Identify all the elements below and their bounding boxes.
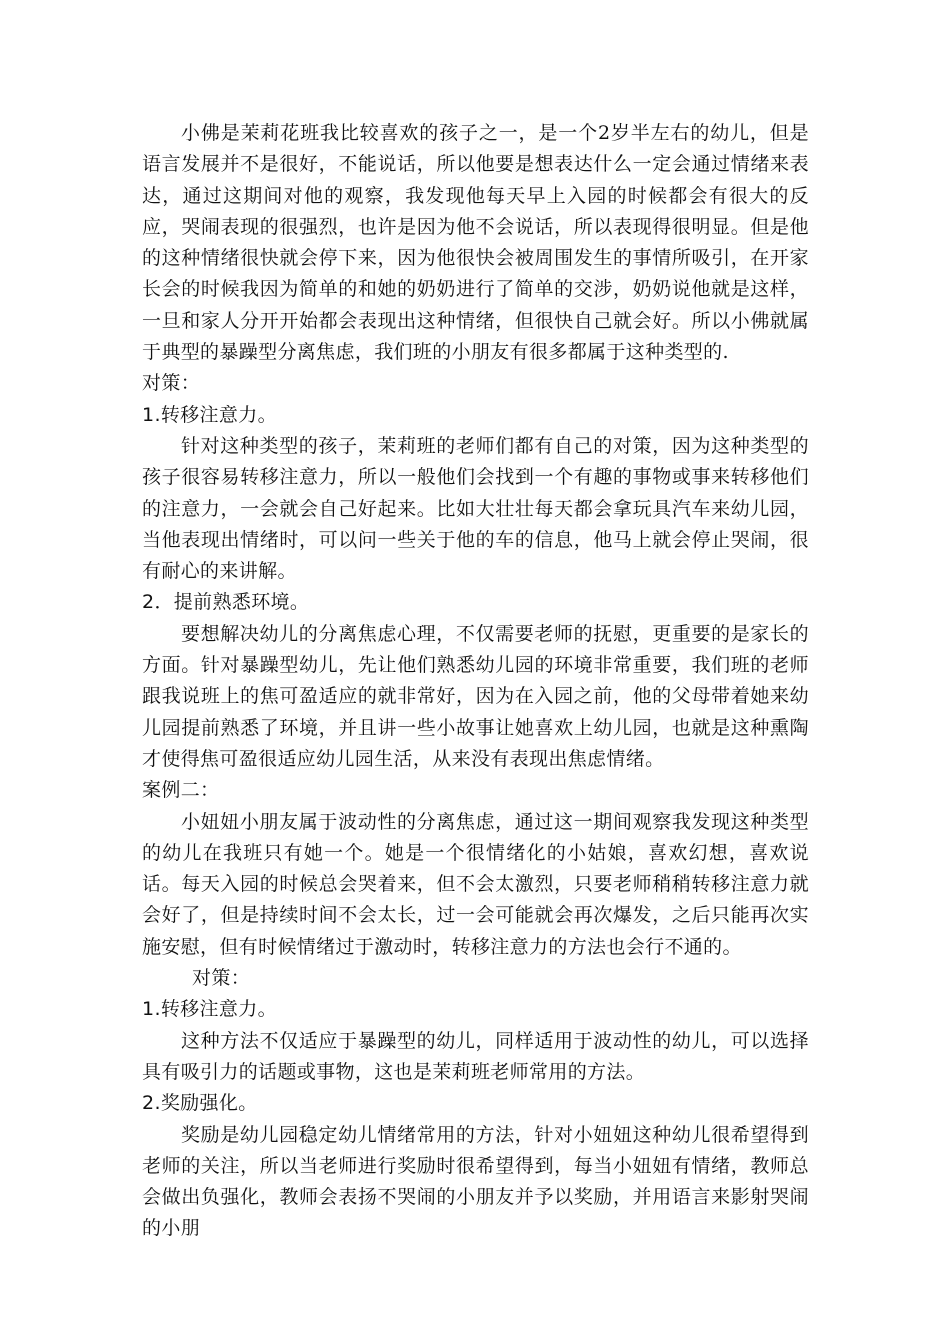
heading-reward-reinforcement: 2.奖励强化。 [142, 1092, 258, 1115]
paragraph-divert-attention: 针对这种类型的孩子，茉莉班的老师们都有自己的对策，因为这种类型的孩子很容易转移注意力，所以一般他们会找到一个有趣的事物或事来转移他们的注意力，一会就会自己好起来。比如大壮壮每天都会拿玩具汽车来幼儿园，当他表现出情绪时，可以问一些关于他的车的信息，他马上就会停止哭闹，很有耐心的来讲解。 [142, 434, 809, 583]
paragraph-reward-reinforcement: 奖励是幼儿园稳定幼儿情绪常用的方法，针对小妞妞这种幼儿很希望得到老师的关注，所以当老师进行奖励时很希望得到，每当小妞妞有情绪，教师总会做出负强化，教师会表扬不哭闹的小朋友并予以奖励，并用语言来影射哭闹的小朋 [142, 1123, 809, 1240]
heading-divert-attention: 1.转移注意力。 [142, 403, 277, 426]
heading-strategy-two: 对策： [192, 967, 251, 990]
heading-strategy: 对策： [142, 372, 201, 395]
heading-divert-attention-two: 1.转移注意力。 [142, 998, 277, 1021]
document-body [142, 118, 809, 1245]
paragraph-case-xiaofo: 小佛是茉莉花班我比较喜欢的孩子之一，是一个2岁半左右的幼儿，但是语言发展并不是很好，不能说话，所以他要是想表达什么一定会通过情绪来表达，通过这期间对他的观察，我发现他每天早上入园的时候都会有很大的反应，哭闹表现的很强烈，也许是因为他不会说话，所以表现得很明显。但是他的这种情绪很快就会停下来，因为他很快会被周围发生的事情所吸引，在开家长会的时候我因为简单的和她的奶奶进行了简单的交涉，奶奶说他就是这样，一旦和家人分开开始都会表现出这种情绪，但很快自己就会好。所以小佛就属于典型的暴躁型分离焦虑，我们班的小朋友有很多都属于这种类型的. [142, 122, 809, 364]
heading-case-two: 案例二： [142, 779, 220, 802]
paragraph-case-niuniu: 小妞妞小朋友属于波动性的分离焦虑，通过这一期间观察我发现这种类型的幼儿在我班只有她一个。她是一个很情绪化的小姑娘，喜欢幻想，喜欢说话。每天入园的时候总会哭着来，但不会太激烈，只要老师稍稍转移注意力就会好了，但是持续时间不会太长，过一会可能就会再次爆发，之后只能再次实施安慰，但有时候情绪过于激动时，转移注意力的方法也会行不通的。 [142, 810, 809, 958]
heading-familiarize-environment: 2．提前熟悉环境。 [142, 591, 310, 614]
paragraph-divert-attention-two: 这种方法不仅适应于暴躁型的幼儿，同样适用于波动性的幼儿，可以选择具有吸引力的话题或事物，这也是茉莉班老师常用的方法。 [142, 1029, 809, 1083]
paragraph-familiarize-environment: 要想解决幼儿的分离焦虑心理，不仅需要老师的抚慰，更重要的是家长的方面。针对暴躁型幼儿，先让他们熟悉幼儿园的环境非常重要，我们班的老师跟我说班上的焦可盈适应的就非常好，因为在入园之前，他的父母带着她来幼儿园提前熟悉了环境，并且讲一些小故事让她喜欢上幼儿园，也就是这种熏陶才使得焦可盈很适应幼儿园生活，从来没有表现出焦虑情绪。 [142, 622, 809, 770]
